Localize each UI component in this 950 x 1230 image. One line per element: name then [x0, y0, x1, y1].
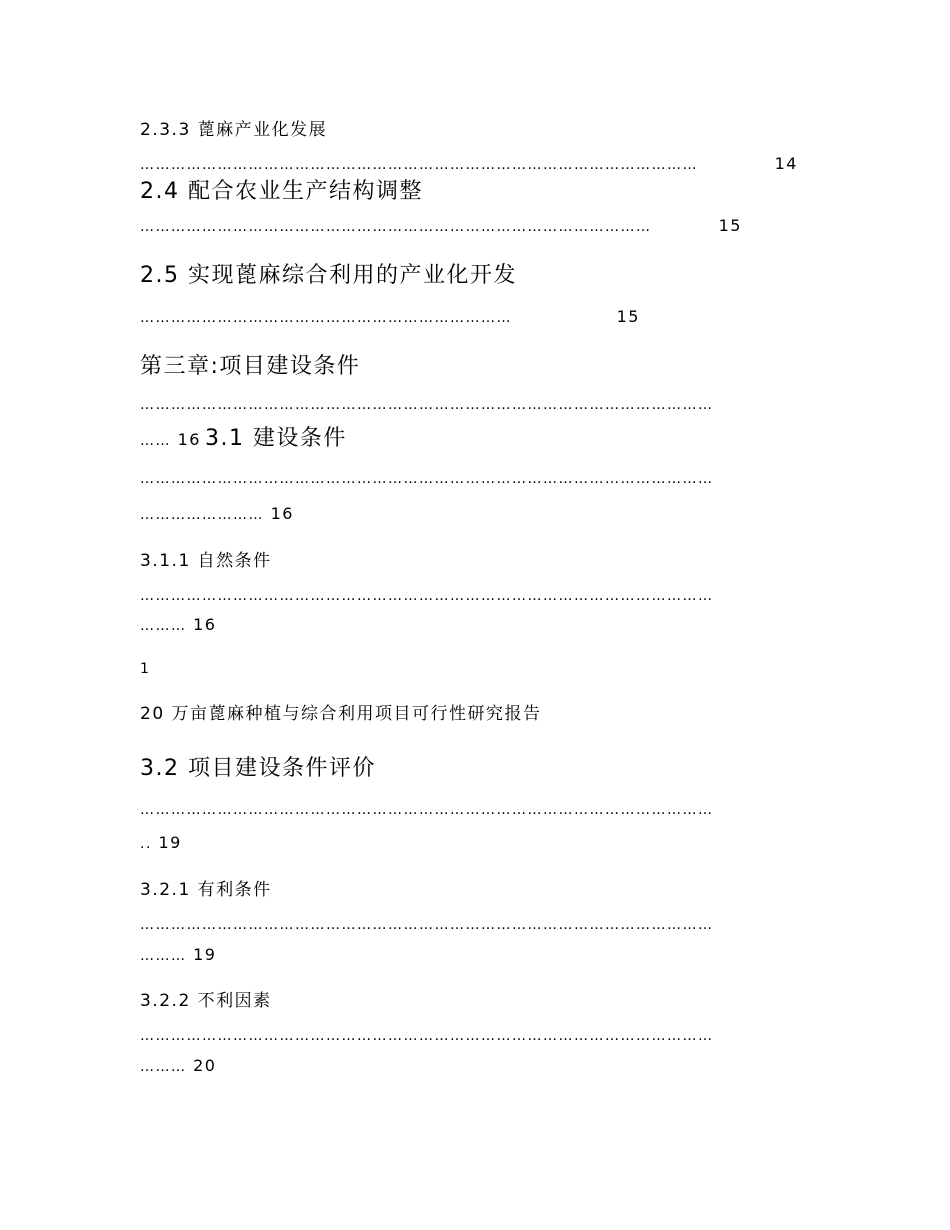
page-number: 14 — [768, 154, 798, 173]
page-number: 19 — [186, 945, 217, 964]
dot-leader: ……… — [140, 1059, 187, 1075]
toc-entry-2-3-3-title: 2.3.3 蓖麻产业化发展 — [140, 120, 328, 140]
dot-leader: ……………………………………………………………………………………… — [140, 220, 652, 234]
running-header: 20 万亩蓖麻种植与综合利用项目可行性研究报告 — [140, 704, 542, 724]
dot-leader: ………………………………………………………………………………………………… — [140, 918, 714, 932]
page-number: 15 — [610, 307, 640, 326]
toc-entry-3-1-1-leader — [140, 617, 216, 633]
page-number: 16 — [264, 504, 294, 523]
page-number: 19 — [151, 833, 182, 852]
dot-leader: …… — [140, 433, 171, 449]
toc-entry-2-5-title: 2.5 实现蓖麻综合利用的产业化开发 — [140, 263, 517, 288]
dot-leader: ………………………………………………………………………………………………… — [140, 472, 714, 486]
toc-entry-3-1-1-title: 3.1.1 自然条件 — [140, 551, 272, 571]
toc-entry-2-3-3-leader — [140, 156, 798, 172]
page-number: 16 — [171, 430, 201, 449]
toc-chapter-3-leader — [140, 428, 347, 450]
dot-leader: ………………………………………………………………………………………………… — [140, 398, 714, 412]
dot-leader: …………………… — [140, 507, 264, 523]
toc-chapter-3-title: 第三章:项目建设条件 — [140, 354, 361, 379]
toc-entry-2-4-leader — [140, 218, 742, 234]
toc-entry-3-2-1-leader — [140, 947, 216, 963]
page-footer-number: 1 — [140, 661, 151, 677]
toc-entry-2-4-title: 2.4 配合农业生产结构调整 — [140, 179, 423, 204]
toc-entry-2-5-leader — [140, 309, 640, 325]
dot-leader: ………………………………………………………………………………………………… — [140, 803, 714, 817]
dot-leader: ……………………………………………………………………………………………… — [140, 158, 698, 172]
toc-entry-3-1-leader — [140, 506, 294, 522]
dot-leader: .. — [140, 836, 152, 852]
dot-leader: ………………………………………………………………………………………………… — [140, 1029, 714, 1043]
dot-leader: ……… — [140, 948, 187, 964]
toc-entry-3-2-title: 3.2 项目建设条件评价 — [140, 756, 376, 781]
toc-entry-3-1-title: 3.1 建设条件 — [204, 426, 347, 451]
toc-entry-3-2-leader — [140, 835, 182, 851]
page-number: 20 — [186, 1056, 217, 1075]
dot-leader: ……………………………………………………………… — [140, 311, 512, 325]
page-number: 16 — [186, 615, 217, 634]
toc-entry-3-2-2-leader — [140, 1058, 216, 1074]
dot-leader: ……… — [140, 618, 187, 634]
toc-entry-3-2-1-title: 3.2.1 有利条件 — [140, 880, 272, 900]
page-number: 15 — [712, 216, 742, 235]
toc-entry-3-2-2-title: 3.2.2 不利因素 — [140, 991, 272, 1011]
dot-leader: ………………………………………………………………………………………………… — [140, 589, 714, 603]
